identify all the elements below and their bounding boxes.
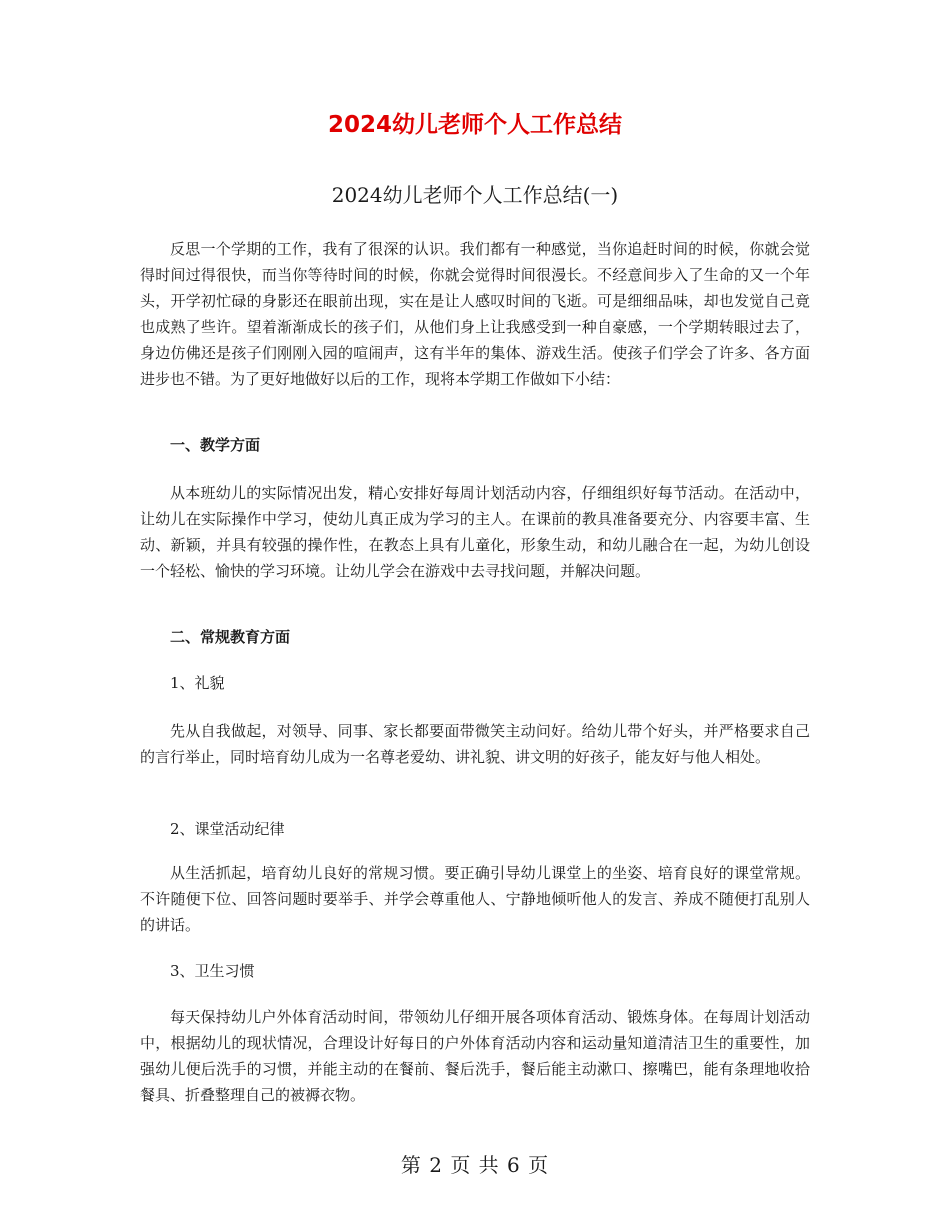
document-subtitle: 2024幼儿老师个人工作总结(一)	[331, 183, 619, 207]
section-heading-teaching: 一、教学方面	[170, 436, 261, 454]
intro-paragraph: 反思一个学期的工作，我有了很深的认识。我们都有一种感觉，当你追赶时间的时候，你就会觉得时间过得很快，而当你等待时间的时候，你就会觉得时间很漫长。不经意间步入了生命的又一个年头，开学初忙碌的身影还在眼前出现，实在是让人感叹时间的飞逝。可是细细品味，却也发觉自己竟也成熟了些许。望着渐渐成长的孩子们，从他们身上让我感受到一种自豪感，一个学期转眼过去了，身边仿佛还是孩子们刚刚入园的喧闹声，这有半年的集体、游戏生活。使孩子们学会了许多、各方面进步也不错。为了更好地做好以后的工作，现将本学期工作做如下小结：	[140, 240, 810, 388]
paragraph-class-discipline: 从生活抓起，培育幼儿良好的常规习惯。要正确引导幼儿课堂上的坐姿、培育良好的课堂常规。不许随便下位、回答问题时要举手、并学会尊重他人、宁静地倾听他人的发言、养成不随便打乱别人的讲话。	[140, 864, 810, 934]
subheading-class-discipline: 2、课堂活动纪律	[170, 820, 285, 838]
document-title: 2024幼儿老师个人工作总结	[327, 112, 622, 138]
section-heading-routine: 二、常规教育方面	[170, 628, 291, 646]
section-body-teaching: 从本班幼儿的实际情况出发，精心安排好每周计划活动内容，仔细组织好每节活动。在活动中，让幼儿在实际操作中学习，使幼儿真正成为学习的主人。在课前的教具准备要充分、内容要丰富、生动、新颖，并具有较强的操作性，在教态上具有儿童化，形象生动，和幼儿融合在一起，为幼儿创设一个轻松、愉快的学习环境。让幼儿学会在游戏中去寻找问题，并解决问题。	[140, 484, 810, 580]
page-number-footer: 第 2 页 共 6 页	[400, 1153, 550, 1177]
subheading-courtesy: 1、礼貌	[170, 674, 225, 692]
subheading-hygiene: 3、卫生习惯	[170, 962, 255, 980]
paragraph-hygiene: 每天保持幼儿户外体育活动时间，带领幼儿仔细开展各项体育活动、锻炼身体。在每周计划活动中，根据幼儿的现状情况，合理设计好每日的户外体育活动内容和运动量知道清洁卫生的重要性，加强幼儿便后洗手的习惯，并能主动的在餐前、餐后洗手，餐后能主动漱口、擦嘴巴，能有条理地收拾餐具、折叠整理自己的被褥衣物。	[140, 1008, 810, 1104]
paragraph-courtesy: 先从自我做起，对领导、同事、家长都要面带微笑主动问好。给幼儿带个好头，并严格要求自己的言行举止，同时培育幼儿成为一名尊老爱幼、讲礼貌、讲文明的好孩子，能友好与他人相处。	[140, 722, 810, 766]
